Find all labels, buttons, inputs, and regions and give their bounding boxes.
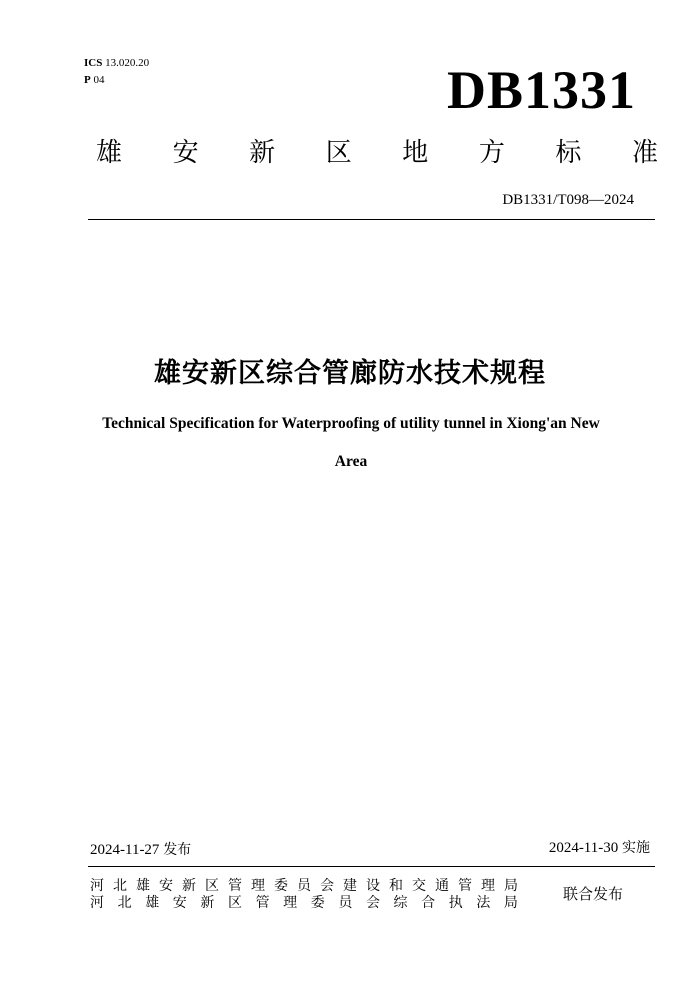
ccs-code: 04 xyxy=(93,74,105,86)
local-standard-char: 安 xyxy=(172,138,199,168)
issuer-2-char: 雄 xyxy=(145,895,160,911)
issuer-2-char: 执 xyxy=(448,895,463,911)
issuer-2-char: 综 xyxy=(393,895,408,911)
publish-date xyxy=(90,839,191,861)
header-divider xyxy=(88,219,655,220)
issuer-1-char: 管 xyxy=(228,878,242,894)
issuer-2-char: 法 xyxy=(476,895,491,911)
publish-date-value: 2024-11-27 xyxy=(90,842,160,858)
issuer-2-char: 安 xyxy=(172,895,187,911)
ccs-label: P xyxy=(84,74,91,86)
local-standard-char: 准 xyxy=(631,138,658,168)
issuer-1-char: 理 xyxy=(481,878,495,894)
local-standard-char: 标 xyxy=(555,138,582,168)
issuer-1-char: 雄 xyxy=(136,878,150,894)
ics-classification xyxy=(84,56,149,71)
issuer-2-char: 区 xyxy=(227,895,242,911)
issuer-1-char: 区 xyxy=(205,878,219,894)
issuer-1-char: 会 xyxy=(320,878,334,894)
issuer-1-char: 安 xyxy=(159,878,173,894)
publish-label: 发布 xyxy=(163,842,192,858)
footer-divider xyxy=(88,866,655,867)
issuer-1-char: 局 xyxy=(504,878,518,894)
issuer-1-char: 和 xyxy=(389,878,403,894)
english-title-line-2: Area xyxy=(334,453,368,470)
issuer-1-char: 理 xyxy=(251,878,265,894)
issuer-2-char: 新 xyxy=(200,895,215,911)
implement-label: 实施 xyxy=(622,840,650,856)
issuer-2-char: 委 xyxy=(310,895,325,911)
local-standard-char: 地 xyxy=(402,138,429,168)
issuer-2-char: 员 xyxy=(338,895,353,911)
issuer-1-char: 委 xyxy=(274,878,288,894)
local-standard-char: 雄 xyxy=(96,138,123,168)
english-title-line-1: Technical Specification for Waterproofing of utility tunnel in Xiong'an New xyxy=(102,415,600,432)
issuer-2-char: 理 xyxy=(283,895,298,911)
ics-code: 13.020.20 xyxy=(105,57,150,69)
document-title-chinese: 雄安新区综合管廊防水技术规程 xyxy=(154,358,546,389)
local-standard-char: 方 xyxy=(478,138,505,168)
issuer-2-char: 河 xyxy=(90,895,104,911)
issuer-1-char: 新 xyxy=(182,878,196,894)
issuer-1-char: 设 xyxy=(366,878,380,894)
standard-number: DB1331/T098—2024 xyxy=(502,192,634,208)
issuer-2-char: 合 xyxy=(421,895,436,911)
document-title-english xyxy=(84,405,618,481)
issuer-2-char: 管 xyxy=(255,895,270,911)
issuer-2-char: 会 xyxy=(365,895,380,911)
issuing-authority-2 xyxy=(90,893,518,913)
db-code: DB1331 xyxy=(446,60,636,120)
issuer-1-char: 建 xyxy=(343,878,357,894)
local-standard-char: 区 xyxy=(325,138,352,168)
issuer-1-char: 员 xyxy=(297,878,311,894)
joint-release-label: 联合发布 xyxy=(563,885,624,903)
local-standard-char: 新 xyxy=(249,138,276,168)
implement-date-value: 2024-11-30 xyxy=(548,840,619,856)
ics-label: ICS xyxy=(84,57,103,69)
issuer-1-char: 交 xyxy=(412,878,426,894)
issuer-1-char: 通 xyxy=(435,878,449,894)
issuer-1-char: 管 xyxy=(458,878,472,894)
local-standard-heading xyxy=(96,136,658,170)
issuer-2-char: 局 xyxy=(503,895,518,911)
implementation-date xyxy=(400,837,650,859)
issuer-1-char: 河 xyxy=(90,878,104,894)
issuer-2-char: 北 xyxy=(117,895,132,911)
issuer-1-char: 北 xyxy=(113,878,127,894)
ccs-classification xyxy=(84,73,104,88)
